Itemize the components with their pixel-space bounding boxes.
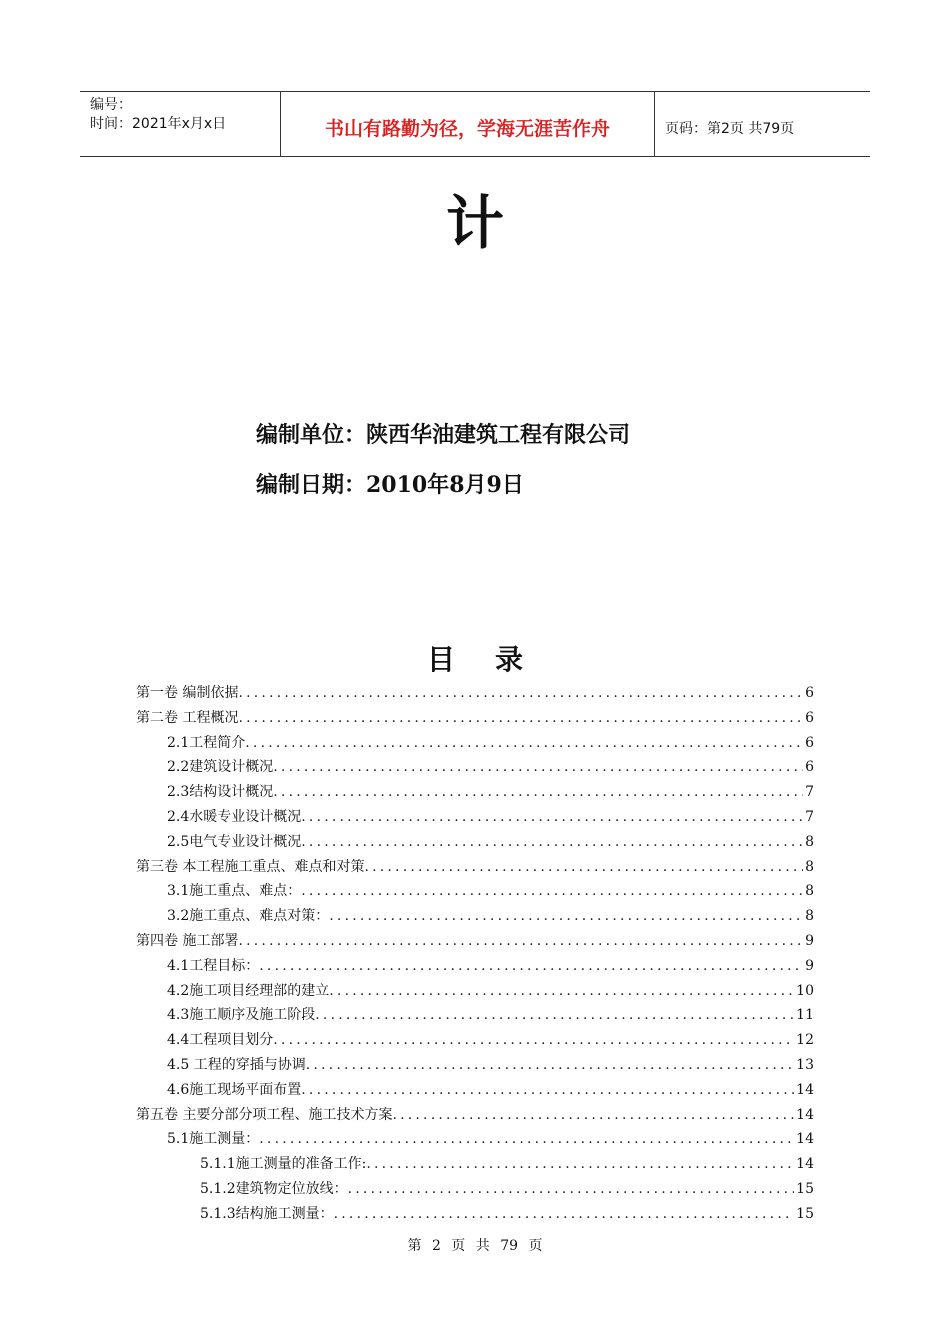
toc-entry-title: 第三卷 本工程施工重点、难点和对策 xyxy=(136,858,365,875)
toc-dot-leader xyxy=(238,681,803,706)
toc-entry[interactable] xyxy=(136,706,814,731)
toc-dot-leader xyxy=(334,1202,795,1227)
toc-dot-leader xyxy=(273,1028,794,1053)
toc-entry-title: 4.3施工顺序及施工阶段 xyxy=(167,1007,316,1024)
toc-entry-page: 8 xyxy=(805,858,814,875)
table-of-contents xyxy=(136,681,814,1227)
toc-entry-title: 2.4水暖专业设计概况 xyxy=(167,808,302,825)
toc-entry-title: 2.5电气专业设计概况 xyxy=(167,833,302,850)
toc-entry-title: 5.1.1施工测量的准备工作: xyxy=(200,1156,367,1173)
toc-entry-page: 14 xyxy=(796,1156,814,1173)
toc-entry[interactable] xyxy=(136,1078,814,1103)
toc-entry-title: 3.2施工重点、难点对策： xyxy=(167,908,330,925)
toc-entry-page: 6 xyxy=(805,734,814,751)
toc-dot-leader xyxy=(364,855,803,880)
toc-entry-page: 9 xyxy=(805,932,814,949)
toc-entry-page: 14 xyxy=(796,1081,814,1098)
toc-entry-page: 14 xyxy=(796,1131,814,1148)
toc-entry-page: 7 xyxy=(805,784,814,801)
toc-entry-page: 14 xyxy=(796,1106,814,1123)
toc-dot-leader xyxy=(273,780,803,805)
toc-entry-title: 4.6施工现场平面布置 xyxy=(167,1081,302,1098)
toc-dot-leader xyxy=(238,929,803,954)
toc-entry-title: 第二卷 工程概况 xyxy=(136,709,239,726)
toc-entry[interactable] xyxy=(136,979,814,1004)
toc-entry-title: 第四卷 施工部署 xyxy=(136,932,239,949)
toc-entry-page: 6 xyxy=(805,685,814,701)
toc-entry-page: 8 xyxy=(805,883,814,900)
page-footer: 第 2 页 共 79 页 xyxy=(407,1238,543,1254)
toc-entry-page: 8 xyxy=(805,908,814,925)
toc-dot-leader xyxy=(245,731,803,756)
toc-entry-page: 12 xyxy=(796,1032,814,1049)
header-page-cell xyxy=(655,92,870,156)
toc-entry-title: 3.1施工重点、难点： xyxy=(167,883,302,900)
toc-dot-leader xyxy=(301,1078,794,1103)
page-header xyxy=(80,91,870,157)
toc-entry-title: 4.4工程项目划分 xyxy=(167,1032,274,1049)
document-title-fragment: 计 xyxy=(445,189,504,257)
toc-entry[interactable] xyxy=(136,954,814,979)
toc-entry[interactable] xyxy=(136,1152,814,1177)
toc-entry-title: 5.1.3结构施工测量： xyxy=(200,1205,334,1222)
header-meta-cell xyxy=(80,92,281,156)
toc-entry[interactable] xyxy=(136,879,814,904)
toc-entry-title: 4.2施工项目经理部的建立 xyxy=(167,982,330,999)
toc-entry[interactable] xyxy=(136,855,814,880)
toc-entry[interactable] xyxy=(136,1053,814,1078)
toc-entry-page: 15 xyxy=(796,1180,814,1197)
toc-entry-title: 5.1施工测量： xyxy=(167,1131,260,1148)
toc-dot-leader xyxy=(259,954,803,979)
toc-entry-title: 2.3结构设计概况 xyxy=(167,784,274,801)
toc-entry[interactable] xyxy=(136,904,814,929)
toc-entry-title: 第五卷 主要分部分项工程、施工技术方案 xyxy=(136,1106,393,1123)
document-number-label: 编号： xyxy=(90,97,132,113)
toc-dot-leader xyxy=(301,879,803,904)
toc-entry[interactable] xyxy=(136,1103,814,1128)
toc-entry-page: 6 xyxy=(805,709,814,726)
toc-entry-title: 第一卷 编制依据 xyxy=(136,685,239,701)
toc-dot-leader xyxy=(329,979,794,1004)
toc-entry-title: 4.5 工程的穿插与协调 xyxy=(167,1056,306,1073)
toc-dot-leader xyxy=(301,830,803,855)
toc-entry[interactable] xyxy=(136,1003,814,1028)
toc-dot-leader xyxy=(273,755,803,780)
toc-dot-leader xyxy=(315,1003,794,1028)
toc-dot-leader xyxy=(238,706,803,731)
toc-entry-page: 6 xyxy=(805,759,814,776)
toc-dot-leader xyxy=(348,1177,795,1202)
toc-dot-leader xyxy=(366,1152,794,1177)
toc-dot-leader xyxy=(329,904,803,929)
toc-entry[interactable] xyxy=(136,780,814,805)
toc-entry[interactable] xyxy=(136,1127,814,1152)
toc-entry-page: 8 xyxy=(805,833,814,850)
toc-heading: 目录 xyxy=(426,643,563,676)
toc-entry[interactable] xyxy=(136,805,814,830)
header-motto: 书山有路勤为径，学海无涯苦作舟 xyxy=(324,118,610,140)
toc-dot-leader xyxy=(301,805,803,830)
toc-dot-leader xyxy=(306,1053,794,1078)
document-time-label: 时间：2021年x月x日 xyxy=(90,116,227,132)
toc-entry-page: 9 xyxy=(805,957,814,974)
toc-entry[interactable] xyxy=(136,681,814,706)
toc-entry[interactable] xyxy=(136,1202,814,1227)
toc-entry-title: 2.2建筑设计概况 xyxy=(167,759,274,776)
header-motto-cell xyxy=(281,92,655,156)
compile-date: 编制日期：2010年8月9日 xyxy=(256,472,524,498)
toc-entry-title: 2.1工程简介 xyxy=(167,734,246,751)
toc-entry[interactable] xyxy=(136,755,814,780)
toc-dot-leader xyxy=(259,1127,794,1152)
toc-entry[interactable] xyxy=(136,929,814,954)
toc-entry-page: 10 xyxy=(796,982,814,999)
toc-entry-page: 13 xyxy=(796,1056,814,1073)
toc-entry-title: 4.1工程目标： xyxy=(167,957,260,974)
toc-entry-page: 7 xyxy=(805,808,814,825)
toc-entry-title: 5.1.2建筑物定位放线： xyxy=(200,1180,348,1197)
toc-dot-leader xyxy=(392,1103,794,1128)
toc-entry[interactable] xyxy=(136,731,814,756)
toc-entry-page: 15 xyxy=(796,1205,814,1222)
compile-unit: 编制单位：陕西华油建筑工程有限公司 xyxy=(256,422,631,448)
toc-entry[interactable] xyxy=(136,1028,814,1053)
toc-entry[interactable] xyxy=(136,1177,814,1202)
header-page-info: 页码：第2页 共79页 xyxy=(665,121,795,137)
toc-entry[interactable] xyxy=(136,830,814,855)
toc-entry-page: 11 xyxy=(796,1007,814,1024)
